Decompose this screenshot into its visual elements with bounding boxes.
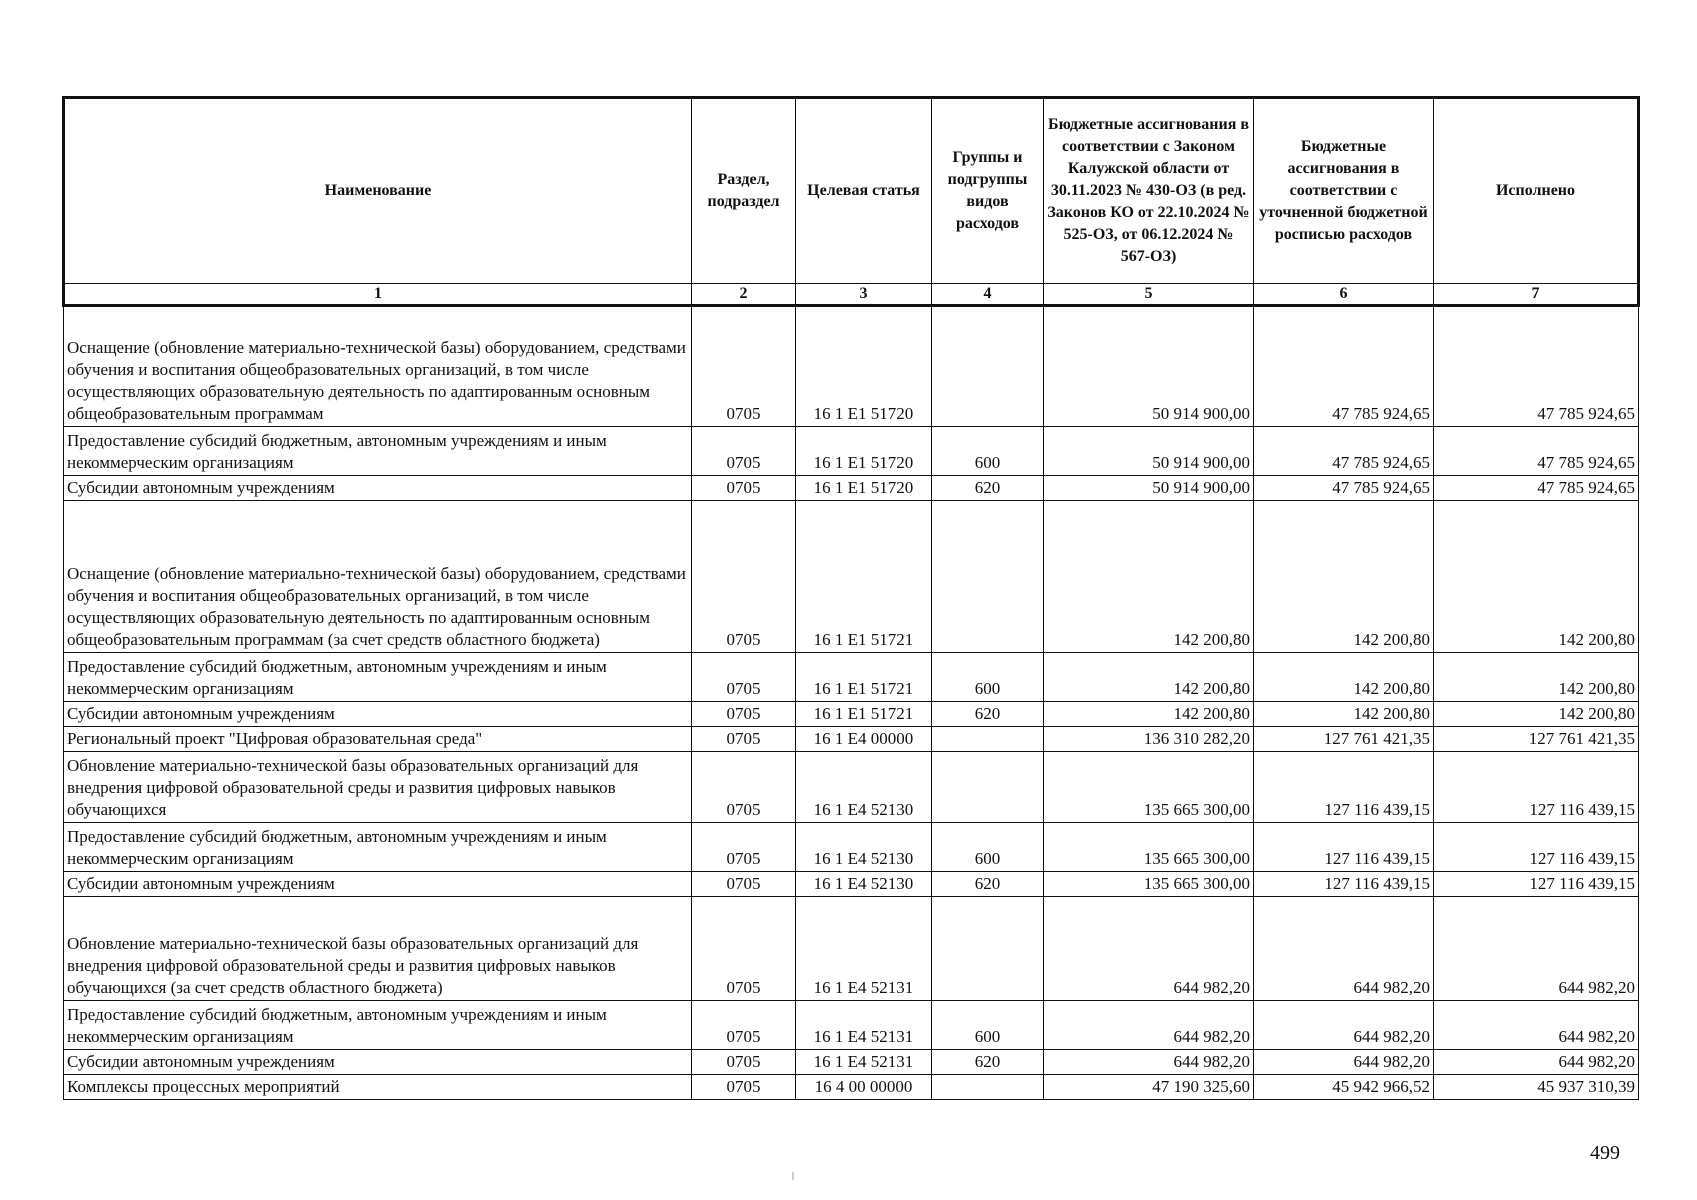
cell-name: Обновление материально-технической базы образовательных организаций для внедрения цифровой образовательной среды и развития цифровых навыков обучающихся — [64, 752, 692, 823]
cell-law-amount: 47 190 325,60 — [1044, 1075, 1254, 1100]
cell-law-amount: 135 665 300,00 — [1044, 872, 1254, 897]
cell-target: 16 1 E4 52131 — [796, 1050, 932, 1075]
page-number: 499 — [1590, 1142, 1620, 1164]
cell-section: 0705 — [692, 823, 796, 872]
column-number: 6 — [1254, 284, 1434, 306]
cell-group: 600 — [932, 1001, 1044, 1050]
cell-law-amount: 644 982,20 — [1044, 1001, 1254, 1050]
cell-refined-amount: 142 200,80 — [1254, 501, 1434, 653]
cell-name: Комплексы процессных мероприятий — [64, 1075, 692, 1100]
cell-refined-amount: 47 785 924,65 — [1254, 427, 1434, 476]
cell-law-amount: 142 200,80 — [1044, 653, 1254, 702]
cell-refined-amount: 142 200,80 — [1254, 702, 1434, 727]
column-header-groups: Группы и подгруппы видов расходов — [932, 98, 1044, 284]
column-header-target: Целевая статья — [796, 98, 932, 284]
cell-name: Субсидии автономным учреждениям — [64, 702, 692, 727]
column-number: 4 — [932, 284, 1044, 306]
cell-name: Субсидии автономным учреждениям — [64, 872, 692, 897]
cell-refined-amount: 644 982,20 — [1254, 1001, 1434, 1050]
table-row — [64, 653, 1639, 702]
cell-group: 600 — [932, 823, 1044, 872]
column-number: 5 — [1044, 284, 1254, 306]
table-row — [64, 752, 1639, 823]
cell-section: 0705 — [692, 727, 796, 752]
cell-law-amount: 136 310 282,20 — [1044, 727, 1254, 752]
table-row — [64, 476, 1639, 501]
cell-refined-amount: 47 785 924,65 — [1254, 476, 1434, 501]
cell-executed-amount: 644 982,20 — [1434, 897, 1639, 1001]
table-header — [64, 98, 1639, 306]
cell-law-amount: 50 914 900,00 — [1044, 427, 1254, 476]
column-number: 1 — [64, 284, 692, 306]
cell-name: Предоставление субсидий бюджетным, автономным учреждениям и иным некоммерческим организациям — [64, 653, 692, 702]
cell-refined-amount: 127 116 439,15 — [1254, 872, 1434, 897]
cell-target: 16 4 00 00000 — [796, 1075, 932, 1100]
cell-target: 16 1 E1 51720 — [796, 306, 932, 427]
cell-executed-amount: 644 982,20 — [1434, 1001, 1639, 1050]
cell-group — [932, 727, 1044, 752]
cell-executed-amount: 142 200,80 — [1434, 702, 1639, 727]
cell-name: Предоставление субсидий бюджетным, автономным учреждениям и иным некоммерческим организациям — [64, 427, 692, 476]
cell-target: 16 1 E4 52130 — [796, 823, 932, 872]
cell-target: 16 1 E4 52131 — [796, 1001, 932, 1050]
cell-name: Предоставление субсидий бюджетным, автономным учреждениям и иным некоммерческим организациям — [64, 823, 692, 872]
cell-section: 0705 — [692, 1075, 796, 1100]
cell-target: 16 1 E4 52130 — [796, 872, 932, 897]
column-header-refined: Бюджетные ассигнования в соответствии с уточненной бюджетной росписью расходов — [1254, 98, 1434, 284]
cell-refined-amount: 127 761 421,35 — [1254, 727, 1434, 752]
cell-group — [932, 306, 1044, 427]
cell-section: 0705 — [692, 752, 796, 823]
table-row — [64, 1075, 1639, 1100]
cell-section: 0705 — [692, 306, 796, 427]
cell-name: Субсидии автономным учреждениям — [64, 476, 692, 501]
cell-executed-amount: 142 200,80 — [1434, 653, 1639, 702]
column-header-executed: Исполнено — [1434, 98, 1639, 284]
cell-target: 16 1 E1 51721 — [796, 501, 932, 653]
cell-executed-amount: 127 116 439,15 — [1434, 752, 1639, 823]
cell-refined-amount: 127 116 439,15 — [1254, 752, 1434, 823]
cell-law-amount: 135 665 300,00 — [1044, 752, 1254, 823]
cell-section: 0705 — [692, 653, 796, 702]
cell-refined-amount: 644 982,20 — [1254, 1050, 1434, 1075]
cell-executed-amount: 127 116 439,15 — [1434, 823, 1639, 872]
budget-table — [62, 96, 1640, 1100]
cell-executed-amount: 47 785 924,65 — [1434, 427, 1639, 476]
table-row — [64, 427, 1639, 476]
column-number-row — [64, 284, 1639, 306]
column-number: 7 — [1434, 284, 1639, 306]
cell-law-amount: 142 200,80 — [1044, 702, 1254, 727]
cell-section: 0705 — [692, 872, 796, 897]
cell-group: 620 — [932, 872, 1044, 897]
table-row — [64, 306, 1639, 427]
column-header-name: Наименование — [64, 98, 692, 284]
cell-executed-amount: 127 116 439,15 — [1434, 872, 1639, 897]
cell-refined-amount: 644 982,20 — [1254, 897, 1434, 1001]
table-row — [64, 1001, 1639, 1050]
cell-law-amount: 50 914 900,00 — [1044, 306, 1254, 427]
cell-target: 16 1 E1 51721 — [796, 653, 932, 702]
cell-group — [932, 897, 1044, 1001]
cell-section: 0705 — [692, 476, 796, 501]
cell-section: 0705 — [692, 427, 796, 476]
cell-section: 0705 — [692, 897, 796, 1001]
column-header-row — [64, 98, 1639, 284]
cell-group: 620 — [932, 702, 1044, 727]
cell-target: 16 1 E4 52130 — [796, 752, 932, 823]
cell-executed-amount: 47 785 924,65 — [1434, 306, 1639, 427]
cell-refined-amount: 127 116 439,15 — [1254, 823, 1434, 872]
cell-law-amount: 644 982,20 — [1044, 1050, 1254, 1075]
cell-refined-amount: 142 200,80 — [1254, 653, 1434, 702]
table-body — [64, 306, 1639, 1100]
cell-group: 600 — [932, 427, 1044, 476]
cell-section: 0705 — [692, 1001, 796, 1050]
footer-mark — [792, 1172, 794, 1180]
cell-executed-amount: 45 937 310,39 — [1434, 1075, 1639, 1100]
cell-executed-amount: 127 761 421,35 — [1434, 727, 1639, 752]
column-number: 2 — [692, 284, 796, 306]
cell-law-amount: 142 200,80 — [1044, 501, 1254, 653]
cell-name: Предоставление субсидий бюджетным, автономным учреждениям и иным некоммерческим организациям — [64, 1001, 692, 1050]
cell-name: Оснащение (обновление материально-технической базы) оборудованием, средствами обучения и воспитания общеобразовательных организаций, в том числе осуществляющих образовательную деятельность по адаптированным основным общеобразовательным программам — [64, 306, 692, 427]
table-row — [64, 702, 1639, 727]
cell-group — [932, 752, 1044, 823]
column-number: 3 — [796, 284, 932, 306]
cell-executed-amount: 142 200,80 — [1434, 501, 1639, 653]
cell-group: 620 — [932, 1050, 1044, 1075]
cell-target: 16 1 E1 51721 — [796, 702, 932, 727]
cell-target: 16 1 E1 51720 — [796, 476, 932, 501]
table-row — [64, 872, 1639, 897]
cell-executed-amount: 644 982,20 — [1434, 1050, 1639, 1075]
column-header-law: Бюджетные ассигнования в соответствии с Законом Калужской области от 30.11.2023 № 430-ОЗ (в ред. Законов КО от 22.10.2024 № 525-ОЗ, от 06.12.2024 № 567-ОЗ) — [1044, 98, 1254, 284]
column-header-section: Раздел, подраздел — [692, 98, 796, 284]
table-row — [64, 1050, 1639, 1075]
table-row — [64, 823, 1639, 872]
cell-refined-amount: 45 942 966,52 — [1254, 1075, 1434, 1100]
cell-target: 16 1 E1 51720 — [796, 427, 932, 476]
cell-section: 0705 — [692, 501, 796, 653]
cell-name: Обновление материально-технической базы образовательных организаций для внедрения цифровой образовательной среды и развития цифровых навыков обучающихся (за счет средств областного бюджета) — [64, 897, 692, 1001]
cell-target: 16 1 E4 00000 — [796, 727, 932, 752]
cell-group — [932, 501, 1044, 653]
cell-section: 0705 — [692, 1050, 796, 1075]
cell-group: 620 — [932, 476, 1044, 501]
cell-name: Региональный проект "Цифровая образовательная среда" — [64, 727, 692, 752]
cell-group: 600 — [932, 653, 1044, 702]
cell-group — [932, 1075, 1044, 1100]
cell-section: 0705 — [692, 702, 796, 727]
cell-law-amount: 135 665 300,00 — [1044, 823, 1254, 872]
budget-report-sheet — [62, 96, 1637, 1100]
cell-target: 16 1 E4 52131 — [796, 897, 932, 1001]
cell-name: Субсидии автономным учреждениям — [64, 1050, 692, 1075]
cell-law-amount: 644 982,20 — [1044, 897, 1254, 1001]
cell-name: Оснащение (обновление материально-технической базы) оборудованием, средствами обучения и воспитания общеобразовательных организаций, в том числе осуществляющих образовательную деятельность по адаптированным основным общеобразовательным программам (за счет средств областного бюджета) — [64, 501, 692, 653]
cell-executed-amount: 47 785 924,65 — [1434, 476, 1639, 501]
table-row — [64, 897, 1639, 1001]
cell-law-amount: 50 914 900,00 — [1044, 476, 1254, 501]
table-row — [64, 727, 1639, 752]
cell-refined-amount: 47 785 924,65 — [1254, 306, 1434, 427]
table-row — [64, 501, 1639, 653]
